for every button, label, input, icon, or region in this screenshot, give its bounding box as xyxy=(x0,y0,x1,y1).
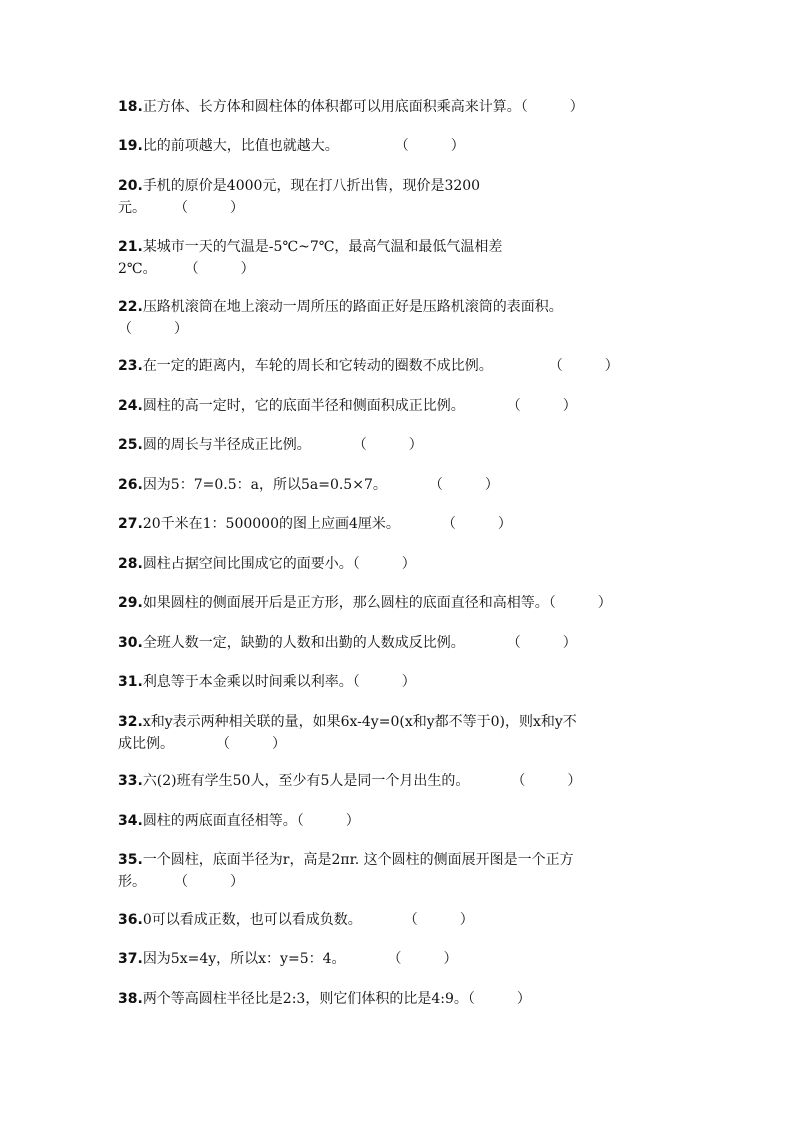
question-number: 21. xyxy=(118,239,143,255)
question-number: 33. xyxy=(118,773,143,789)
question-number: 30. xyxy=(118,635,143,651)
question-number: 22. xyxy=(118,299,143,315)
question-29 xyxy=(118,592,678,614)
question-number: 20. xyxy=(118,178,143,194)
question-30 xyxy=(118,632,678,654)
question-text: 正方体、长方体和圆柱体的体积都可以用底面积乘高来计算。（ ） xyxy=(142,99,584,115)
question-text: 如果圆柱的侧面展开后是正方形，那么圆柱的底面直径和高相等。（ ） xyxy=(142,595,612,611)
question-text: 圆柱占据空间比围成它的面要小。（ ） xyxy=(142,556,416,572)
question-text: 在一定的距离内，车轮的周长和它转动的圈数不成比例。 （ ） xyxy=(142,358,619,374)
question-text-continued: 2℃。 （ ） xyxy=(118,261,255,277)
question-number: 37. xyxy=(118,951,143,967)
question-text: 圆的周长与半径成正比例。 （ ） xyxy=(142,437,423,453)
question-text: x和y表示两种相关联的量，如果6x-4y=0(x和y都不等于0)，则x和y不 xyxy=(142,714,577,730)
question-35 xyxy=(118,849,678,893)
question-33 xyxy=(118,770,678,792)
question-text: 某城市一天的气温是-5℃~7℃，最高气温和最低气温相差 xyxy=(142,239,503,255)
question-text: 因为5：7=0.5：a，所以5a=0.5×7。 （ ） xyxy=(142,477,499,493)
question-number: 23. xyxy=(118,358,143,374)
question-text: 六(2)班有学生50人，至少有5人是同一个月出生的。 （ ） xyxy=(142,773,582,789)
question-text-continued: 成比例。 （ ） xyxy=(118,736,286,752)
question-text: 20千米在1：500000的图上应画4厘米。 （ ） xyxy=(142,516,512,532)
question-text: 因为5x=4y，所以x：y=5：4。 （ ） xyxy=(142,951,458,967)
question-text: 压路机滚筒在地上滚动一周所压的路面正好是压路机滚筒的表面积。 xyxy=(142,299,563,315)
question-text: 手机的原价是4000元，现在打八折出售，现价是3200 xyxy=(142,178,481,194)
question-text: 利息等于本金乘以时间乘以利率。（ ） xyxy=(142,674,416,690)
question-31 xyxy=(118,671,678,693)
question-number: 38. xyxy=(118,991,143,1007)
question-34 xyxy=(118,810,678,832)
question-text: 比的前项越大，比值也就越大。 （ ） xyxy=(142,138,465,154)
question-number: 36. xyxy=(118,912,143,928)
question-36 xyxy=(118,909,678,931)
question-number: 25. xyxy=(118,437,143,453)
question-24 xyxy=(118,395,678,417)
question-number: 32. xyxy=(118,714,143,730)
question-text: 全班人数一定，缺勤的人数和出勤的人数成反比例。 （ ） xyxy=(142,635,577,651)
question-25 xyxy=(118,434,678,456)
question-text: 0可以看成正数，也可以看成负数。 （ ） xyxy=(142,912,474,928)
question-number: 35. xyxy=(118,852,143,868)
question-number: 27. xyxy=(118,516,143,532)
question-18 xyxy=(118,96,678,118)
question-22 xyxy=(118,296,678,340)
question-text-continued: （ ） xyxy=(118,321,188,337)
question-text: 一个圆柱，底面半径为r，高是2πr. 这个圆柱的侧面展开图是一个正方 xyxy=(142,852,574,868)
question-number: 26. xyxy=(118,477,143,493)
question-number: 34. xyxy=(118,813,143,829)
question-37 xyxy=(118,948,678,970)
question-28 xyxy=(118,553,678,575)
question-26 xyxy=(118,474,678,496)
question-27 xyxy=(118,513,678,535)
question-32 xyxy=(118,711,678,755)
question-number: 18. xyxy=(118,99,143,115)
question-38 xyxy=(118,988,678,1010)
question-23 xyxy=(118,355,678,377)
question-20 xyxy=(118,175,678,219)
question-19 xyxy=(118,135,678,157)
question-number: 31. xyxy=(118,674,143,690)
question-number: 29. xyxy=(118,595,143,611)
question-number: 24. xyxy=(118,398,143,414)
question-text: 圆柱的高一定时，它的底面半径和侧面积成正比例。 （ ） xyxy=(142,398,577,414)
question-21 xyxy=(118,236,678,280)
question-text-continued: 形。 （ ） xyxy=(118,874,244,890)
question-text: 两个等高圆柱半径比是2:3，则它们体积的比是4:9。（ ） xyxy=(142,991,531,1007)
question-text: 圆柱的两底面直径相等。（ ） xyxy=(142,813,360,829)
question-number: 19. xyxy=(118,138,143,154)
question-text-continued: 元。 （ ） xyxy=(118,200,244,216)
question-number: 28. xyxy=(118,556,143,572)
